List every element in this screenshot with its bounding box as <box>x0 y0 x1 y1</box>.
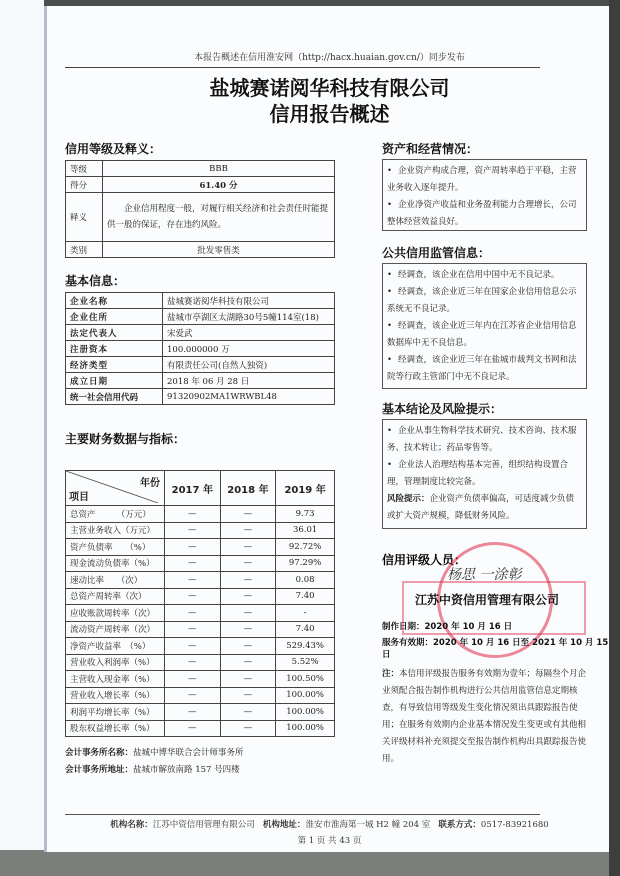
handwritten-signature: 杨思 一涂彰 <box>447 567 522 583</box>
financial-value: — <box>165 687 221 704</box>
table-row <box>66 572 335 589</box>
conclusion-item: • 企业法人治理结构基本完善，组织结构设置合理，管理制度比较完备。 <box>387 457 582 491</box>
page-number: 第 1 页 共 43 页 <box>297 836 362 846</box>
row-value: 有限责任公司(自然人独资) <box>163 357 335 373</box>
financial-value: 0.08 <box>276 572 335 589</box>
row-value: 宋爱武 <box>163 325 335 341</box>
validity-period: 2020 年 10 月 16 日至 2021 年 10 月 15 日 <box>382 638 609 660</box>
row-value: 盐城市亭湖区太湖路30号5幢114室(18) <box>163 309 335 325</box>
row-value: 91320902MA1WRWBL48 <box>163 389 335 405</box>
financial-item-label: 营业收入增长率（%） <box>66 687 165 704</box>
year-column-header: 2019 年 <box>276 471 335 506</box>
financial-value: — <box>220 671 276 688</box>
operations-item: • 企业净资产收益和业务盈利能力合理增长，公司整体经营效益良好。 <box>387 197 582 231</box>
row-label: 统一社会信用代码 <box>66 389 163 405</box>
rating-category: 批发零售类 <box>103 242 335 258</box>
financial-value: — <box>220 539 276 556</box>
table-row <box>66 389 335 405</box>
table-row <box>66 325 335 341</box>
financial-value: — <box>220 506 276 523</box>
rating-explanation: 企业信用程度一般，对履行相关经济和社会责任时能提供一般的保证，存在违约风险。 <box>103 193 335 242</box>
accounting-firm-line <box>65 746 244 758</box>
made-date: 2020 年 10 月 16 日 <box>424 622 513 632</box>
financials-heading: 主要财务数据与指标： <box>65 432 186 446</box>
report-page <box>44 6 612 852</box>
table-row <box>66 687 335 704</box>
table-row <box>66 242 335 258</box>
table-row <box>66 720 335 737</box>
publication-note: 本报告概述在信用淮安网（http://hacx.huaian.gov.cn/）同步发布 <box>194 53 465 63</box>
supervision-item: • 经调查，该企业近三年在国家企业信用信息公示系统无不良记录。 <box>387 284 582 318</box>
financial-item-label: 营业收入利润率（%） <box>66 654 165 671</box>
table-row <box>66 638 335 655</box>
operations-item: • 企业资产构成合理，资产周转率趋于平稳，主营业务收入逐年提升。 <box>387 163 582 197</box>
table-row <box>66 293 335 309</box>
financial-value: — <box>220 704 276 721</box>
table-row <box>66 555 335 572</box>
financial-value: — <box>165 671 221 688</box>
financial-value: — <box>165 539 221 556</box>
financial-item-label: 现金流动负债率（%） <box>66 555 165 572</box>
table-row <box>66 522 335 539</box>
financial-value: — <box>165 621 221 638</box>
row-label: 企业住所 <box>66 309 163 325</box>
rating-grade: BBB <box>103 161 335 177</box>
header-divider <box>65 67 540 68</box>
accounting-firm-label: 会计事务所名称： <box>65 748 134 758</box>
financial-value: — <box>220 638 276 655</box>
row-value: 2018 年 06 月 28 日 <box>163 373 335 389</box>
year-column-header: 2018 年 <box>220 471 276 506</box>
financial-value: 36.01 <box>276 522 335 539</box>
financial-value: — <box>220 621 276 638</box>
supervision-item: • 经调查，该企业近三年在盐城市裁判文书网和法院等行政主管部门中无不良记录。 <box>387 352 582 386</box>
financial-value: — <box>220 588 276 605</box>
row-label: 释义 <box>66 193 103 242</box>
table-row <box>66 357 335 373</box>
financials-table <box>65 470 335 737</box>
conclusion-item: • 企业从事生物科学技术研究、技术咨询、技术服务、技术转让；药品零售等。 <box>387 423 582 457</box>
financial-value: — <box>165 654 221 671</box>
financial-item-label: 主营业务收入（万元） <box>66 522 165 539</box>
row-label: 注册资本 <box>66 341 163 357</box>
table-row <box>66 704 335 721</box>
validity-note <box>382 666 592 768</box>
financial-value: 97.29% <box>276 555 335 572</box>
accounting-address-label: 会计事务所地址： <box>65 765 134 775</box>
rating-agency-name: 江苏中资信用管理有限公司 <box>415 593 560 607</box>
financial-item-label: 资产负债率 （%） <box>66 539 165 556</box>
financial-value: 7.40 <box>276 588 335 605</box>
year-header-label: 年份 <box>140 478 160 489</box>
table-row <box>66 605 335 622</box>
table-row <box>66 177 335 193</box>
conclusion-heading: 基本结论及风险提示： <box>382 402 503 416</box>
financial-item-label: 流动资产周转率（次） <box>66 621 165 638</box>
basic-info-heading: 基本信息： <box>65 274 126 288</box>
financial-value: 100.00% <box>276 704 335 721</box>
supervision-item: • 经调查，该企业近三年内在江苏省企业信用信息数据库中无不良信息。 <box>387 318 582 352</box>
operations-heading: 资产和经营情况： <box>382 142 479 156</box>
header-row <box>66 471 335 506</box>
footer-divider <box>65 814 540 815</box>
table-row <box>66 506 335 523</box>
table-row <box>66 588 335 605</box>
financial-item-label: 总资产 （万元） <box>66 506 165 523</box>
accounting-firm-name: 盐城中博华联合会计师事务所 <box>133 748 244 758</box>
made-date-line <box>382 620 512 632</box>
org-label: 机构名称： <box>110 820 153 830</box>
financial-value: 92.72% <box>276 539 335 556</box>
basic-info-table <box>65 292 335 405</box>
financial-value: — <box>220 605 276 622</box>
company-title: 盐城赛诺阅华科技有限公司 <box>209 76 450 100</box>
financial-value: — <box>165 720 221 737</box>
financial-value: — <box>220 654 276 671</box>
operations-box <box>382 159 587 231</box>
financial-value: 100.50% <box>276 671 335 688</box>
note-text: 本信用评级报告服务有效期为壹年；每隔叁个月企业须配合报告制作机构进行公共信用监管信息定期核查，有导致信用等级发生变化情况须出具跟踪报告使用；在服务有效期内企业基本情况发生变更或有其他相关评级材料补充须提交至报告制作机构出具跟踪报告使用。 <box>382 669 587 764</box>
row-label: 法定代表人 <box>66 325 163 341</box>
row-label: 类别 <box>66 242 103 258</box>
table-row <box>66 621 335 638</box>
made-date-label: 制作日期： <box>382 622 425 632</box>
conclusion-box <box>382 419 587 529</box>
financial-value: — <box>165 572 221 589</box>
financial-value: 7.40 <box>276 621 335 638</box>
financial-item-label: 速动比率 （次） <box>66 572 165 589</box>
financial-item-label: 净资产收益率 （%） <box>66 638 165 655</box>
risk-warning <box>387 491 582 525</box>
supervision-item: • 经调查，该企业在信用中国中无不良记录。 <box>387 267 582 284</box>
financial-item-label: 应收账款周转率（次） <box>66 605 165 622</box>
table-row <box>66 671 335 688</box>
financial-value: — <box>220 555 276 572</box>
financial-value: — <box>220 522 276 539</box>
row-label: 经济类型 <box>66 357 163 373</box>
table-row <box>66 654 335 671</box>
financial-value: 5.52% <box>276 654 335 671</box>
financial-value: 100.00% <box>276 687 335 704</box>
row-label: 等级 <box>66 161 103 177</box>
year-column-header: 2017 年 <box>165 471 221 506</box>
financial-value: — <box>165 555 221 572</box>
photo-background-bottom <box>0 850 620 876</box>
photo-background-right <box>609 0 620 876</box>
previous-page-edge <box>0 0 44 852</box>
row-value: 盐城赛诺阅华科技有限公司 <box>163 293 335 309</box>
credit-rating-table <box>65 160 335 258</box>
financial-value: — <box>220 572 276 589</box>
risk-text: 企业资产负债率偏高，可适度减少负债或扩大资产规模，降低财务风险。 <box>387 494 575 521</box>
org-address: 淮安市淮海第一城 H2 幢 204 室 <box>305 820 431 830</box>
financial-value: 529.43% <box>276 638 335 655</box>
credit-rating-heading: 信用等级及释义： <box>65 142 162 156</box>
financial-value: — <box>165 506 221 523</box>
table-row <box>66 373 335 389</box>
table-row <box>66 161 335 177</box>
financial-value: — <box>165 605 221 622</box>
financial-value: — <box>165 638 221 655</box>
financial-value: — <box>220 687 276 704</box>
report-title: 信用报告概述 <box>269 102 390 126</box>
financial-value: — <box>165 588 221 605</box>
footer-org-info <box>47 818 612 830</box>
org-name: 江苏中资信用管理有限公司 <box>152 820 255 830</box>
org-contact: 0517-83921680 <box>480 820 549 830</box>
financial-value: — <box>220 720 276 737</box>
row-label: 得分 <box>66 177 103 193</box>
validity-label: 服务有效期： <box>382 638 434 648</box>
public-supervision-box <box>382 263 587 389</box>
note-label: 注： <box>382 669 400 679</box>
public-supervision-heading: 公共信用监管信息： <box>382 246 491 260</box>
table-row <box>66 539 335 556</box>
financial-value: - <box>276 605 335 622</box>
row-label: 企业名称 <box>66 293 163 309</box>
financial-value: 100.00% <box>276 720 335 737</box>
accounting-address-line <box>65 763 240 775</box>
financial-value: — <box>165 522 221 539</box>
addr-label: 机构地址： <box>262 820 306 830</box>
accounting-firm-address: 盐城市解放南路 157 号四楼 <box>133 765 240 775</box>
row-label: 成立日期 <box>66 373 163 389</box>
risk-label: 风险提示： <box>387 494 430 504</box>
diagonal-header-cell <box>66 471 165 506</box>
financial-value: 9.73 <box>276 506 335 523</box>
rating-staff-label: 信用评级人员： <box>382 553 467 567</box>
rating-score: 61.40 分 <box>103 177 335 193</box>
row-value: 100.000000 万 <box>163 341 335 357</box>
table-row <box>66 341 335 357</box>
financial-item-label: 主营收入现金率（%） <box>66 671 165 688</box>
item-header-label: 项目 <box>69 492 89 503</box>
financial-item-label: 利润平均增长率（%） <box>66 704 165 721</box>
table-row <box>66 309 335 325</box>
financial-item-label: 总资产周转率（次） <box>66 588 165 605</box>
table-row <box>66 193 335 242</box>
contact-label: 联系方式： <box>438 820 481 830</box>
financial-value: — <box>165 704 221 721</box>
validity-line <box>382 636 612 660</box>
financial-item-label: 股东权益增长率（%） <box>66 720 165 737</box>
